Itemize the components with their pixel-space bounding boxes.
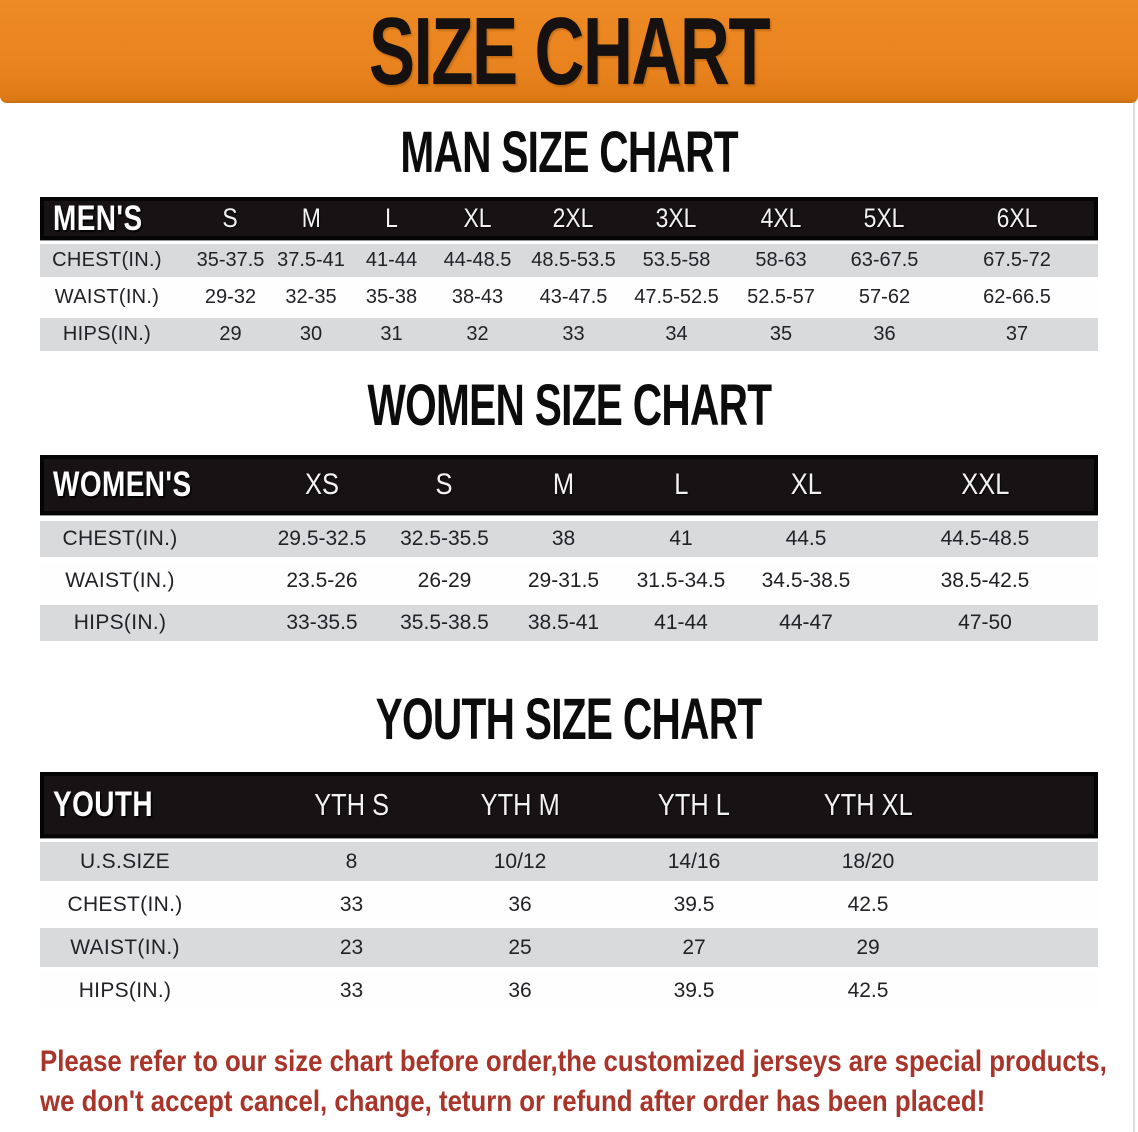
- value-cell: [384, 605, 505, 641]
- value-cell-text: 42.5: [847, 978, 889, 1002]
- row-label-text: HIPS(IN.): [78, 978, 172, 1002]
- size-header-cell-text: XS: [304, 468, 340, 501]
- value-cell: [271, 244, 351, 277]
- youth-chart-title-text: YOUTH SIZE CHART: [376, 687, 762, 752]
- value-cell: [622, 605, 740, 641]
- size-chart-banner: [0, 0, 1138, 103]
- value-cell: [607, 928, 781, 967]
- value-cell: [433, 971, 607, 1010]
- table-row: [40, 928, 1098, 967]
- value-cell: [271, 318, 351, 351]
- women-chart-title-text: WOMEN SIZE CHART: [367, 373, 771, 438]
- value-cell-text: 25: [508, 935, 532, 959]
- value-cell: [270, 971, 433, 1010]
- size-header-cell: [433, 772, 607, 838]
- value-cell: [740, 521, 872, 557]
- table-header-row: [40, 772, 1098, 838]
- table-row: [40, 605, 1098, 641]
- size-header-cell: [624, 197, 729, 240]
- row-label-text: WAIST(IN.): [65, 569, 175, 592]
- value-cell-text: 33-35.5: [286, 611, 358, 634]
- value-cell-text: 44-48.5: [443, 249, 512, 271]
- table-row: [40, 885, 1098, 924]
- value-cell-text: 38.5-41: [527, 611, 600, 634]
- size-header-cell-text: 6XL: [996, 203, 1038, 233]
- disclaimer-line-1: Please refer to our size chart before order,the customized jerseys are special products,: [40, 1045, 1107, 1078]
- value-cell-text: 26-29: [417, 569, 472, 592]
- size-header-cell: [622, 455, 740, 515]
- size-header-cell: [271, 197, 351, 240]
- value-cell: [872, 563, 1098, 599]
- value-cell: [190, 244, 271, 277]
- value-cell: [384, 563, 505, 599]
- size-header-cell-text: 4XL: [760, 203, 802, 233]
- row-label: [40, 521, 260, 557]
- size-header-cell-text: S: [435, 468, 453, 501]
- value-cell: [523, 244, 624, 277]
- value-cell-text: 52.5-57: [747, 286, 815, 308]
- row-label: [40, 885, 270, 924]
- value-cell: [781, 885, 955, 924]
- value-cell: [781, 928, 955, 967]
- table-corner-label: [40, 772, 270, 838]
- value-cell-text: 35.5-38.5: [400, 611, 489, 634]
- value-cell-text: 41-44: [654, 611, 708, 634]
- value-cell: [624, 281, 729, 314]
- men-size-table: [40, 197, 1098, 351]
- table-corner-label: [40, 455, 260, 515]
- size-header-cell: [190, 197, 271, 240]
- table-row: [40, 971, 1098, 1010]
- size-header-cell-text: YTH M: [480, 787, 560, 822]
- value-cell-text: 14/16: [667, 849, 721, 873]
- row-label: [40, 244, 190, 277]
- value-cell: [781, 842, 955, 881]
- value-cell: [872, 605, 1098, 641]
- value-cell-text: 29-32: [204, 286, 257, 308]
- value-cell: [936, 318, 1098, 351]
- row-label-text: CHEST(IN.): [62, 527, 178, 550]
- value-cell: [729, 318, 833, 351]
- value-cell: [607, 842, 781, 881]
- table-row: [40, 318, 1098, 351]
- value-cell: [607, 971, 781, 1010]
- value-cell-text: 44-47: [779, 611, 833, 634]
- value-cell-text: 35-38: [365, 286, 418, 308]
- value-cell-text: 23.5-26: [286, 569, 358, 592]
- value-cell-text: 58-63: [755, 249, 807, 271]
- value-cell-text: 32.5-35.5: [400, 527, 489, 550]
- value-cell: [936, 244, 1098, 277]
- value-cell: [260, 521, 384, 557]
- size-header-cell: [729, 197, 833, 240]
- value-cell: [523, 318, 624, 351]
- row-label: [40, 928, 270, 967]
- value-cell: [260, 605, 384, 641]
- banner-title: SIZE CHART: [368, 0, 770, 105]
- value-cell: [624, 244, 729, 277]
- table-row: [40, 842, 1098, 881]
- value-cell: [433, 885, 607, 924]
- value-cell: [781, 971, 955, 1010]
- value-cell-text: 31: [380, 323, 403, 345]
- value-cell-text: 39.5: [673, 978, 715, 1002]
- value-cell: [271, 281, 351, 314]
- table-corner-label-text: WOMEN'S: [53, 465, 192, 504]
- value-cell-text: 67.5-72: [983, 249, 1051, 271]
- table-row: [40, 563, 1098, 599]
- size-header-cell: [872, 455, 1098, 515]
- value-cell: [384, 521, 505, 557]
- value-cell-text: 34: [665, 323, 688, 345]
- value-cell-text: 37: [1005, 323, 1029, 345]
- value-cell-text: 47-50: [958, 611, 1012, 634]
- row-label: [40, 318, 190, 351]
- value-cell: [433, 842, 607, 881]
- size-header-cell: [607, 772, 781, 838]
- value-cell-text: 47.5-52.5: [634, 286, 719, 308]
- row-label-text: HIPS(IN.): [62, 323, 152, 345]
- value-cell-text: 38.5-42.5: [940, 569, 1030, 592]
- row-label: [40, 605, 260, 641]
- youth-size-table: [40, 772, 1098, 1010]
- value-cell-text: 48.5-53.5: [531, 249, 616, 271]
- value-cell: [190, 318, 271, 351]
- size-header-cell-text: XXL: [960, 468, 1010, 501]
- value-cell-text: 23: [339, 935, 364, 959]
- value-cell: [833, 244, 936, 277]
- women-chart-title: [0, 373, 1138, 438]
- value-cell: [740, 563, 872, 599]
- value-cell-text: 63-67.5: [850, 249, 919, 271]
- value-cell: [505, 605, 622, 641]
- size-header-cell-text: 3XL: [656, 203, 697, 233]
- size-header-cell: [936, 197, 1098, 240]
- value-cell-text: 27: [682, 935, 706, 959]
- size-header-cell-text: XL: [790, 468, 822, 501]
- men-chart-title-text: MAN SIZE CHART: [400, 120, 738, 185]
- value-cell-text: 36: [508, 978, 532, 1002]
- table-row: [40, 244, 1098, 277]
- value-cell-text: 35: [769, 323, 793, 345]
- value-cell-text: 32-35: [285, 286, 337, 308]
- value-cell-text: 33: [562, 323, 585, 345]
- disclaimer-line-2: we don't accept cancel, change, teturn or refund after order has been placed!: [40, 1085, 986, 1118]
- value-cell-text: 31.5-34.5: [636, 569, 726, 592]
- value-cell-text: 38: [551, 527, 576, 550]
- value-cell: [622, 521, 740, 557]
- row-label-text: HIPS(IN.): [73, 611, 167, 634]
- value-cell-text: 29: [856, 935, 880, 959]
- size-header-cell: [505, 455, 622, 515]
- size-header-cell-text: 5XL: [864, 203, 905, 233]
- row-label-text: CHEST(IN.): [67, 892, 183, 916]
- value-cell-text: 53.5-58: [642, 249, 711, 271]
- value-cell-text: 39.5: [673, 892, 715, 916]
- table-header-row: [40, 197, 1098, 240]
- size-header-cell: [833, 197, 936, 240]
- row-label: [40, 971, 270, 1010]
- value-cell-text: 37.5-41: [277, 249, 345, 271]
- size-header-cell-text: L: [673, 468, 689, 501]
- value-cell-text: 32: [466, 323, 489, 345]
- row-label: [40, 281, 190, 314]
- value-cell: [624, 318, 729, 351]
- size-header-cell-text: XL: [463, 203, 492, 233]
- value-cell: [260, 563, 384, 599]
- value-cell-text: 29: [219, 323, 242, 345]
- value-cell: [936, 281, 1098, 314]
- value-cell-text: 36: [873, 323, 896, 345]
- table-row: [40, 521, 1098, 557]
- value-cell-text: 41-44: [365, 249, 418, 271]
- value-cell: [729, 281, 833, 314]
- size-header-cell: [270, 772, 433, 838]
- row-label-text: CHEST(IN.): [52, 249, 162, 271]
- size-header-cell: [523, 197, 624, 240]
- value-cell: [607, 885, 781, 924]
- value-cell: [505, 563, 622, 599]
- value-cell: [270, 842, 433, 881]
- value-cell-text: 62-66.5: [983, 286, 1051, 308]
- disclaimer-note: [40, 1042, 1138, 1122]
- value-cell-text: 29.5-32.5: [277, 527, 367, 550]
- value-cell-text: 30: [299, 323, 323, 345]
- row-label: [40, 563, 260, 599]
- row-label-text: WAIST(IN.): [54, 286, 160, 308]
- value-cell-text: 43-47.5: [539, 286, 608, 308]
- right-edge-divider: [1133, 0, 1135, 1132]
- size-header-cell-text: YTH XL: [823, 787, 913, 822]
- value-cell-text: 57-62: [858, 286, 911, 308]
- value-cell: [622, 563, 740, 599]
- value-cell-text: 18/20: [841, 849, 895, 873]
- size-header-cell-text: YTH L: [657, 787, 731, 822]
- size-header-cell-text: L: [385, 203, 398, 233]
- table-corner-label: [40, 197, 190, 240]
- value-cell: [740, 605, 872, 641]
- size-header-cell-text: M: [301, 203, 321, 233]
- men-chart-title: [0, 120, 1138, 185]
- value-cell-text: 42.5: [847, 892, 889, 916]
- value-cell-text: 44.5: [785, 527, 827, 550]
- value-cell: [833, 318, 936, 351]
- value-cell-text: 10/12: [493, 849, 547, 873]
- size-header-cell: [781, 772, 955, 838]
- size-header-cell: [260, 455, 384, 515]
- row-label-text: U.S.SIZE: [80, 849, 170, 873]
- table-row: [40, 281, 1098, 314]
- women-size-table: [40, 455, 1098, 641]
- value-cell: [351, 318, 432, 351]
- row-label-text: WAIST(IN.): [70, 935, 180, 959]
- value-cell-text: 35-37.5: [196, 249, 265, 271]
- size-header-cell-text: 2XL: [553, 203, 594, 233]
- value-cell: [833, 281, 936, 314]
- value-cell-text: 38-43: [451, 286, 504, 308]
- value-cell: [351, 281, 432, 314]
- value-cell: [523, 281, 624, 314]
- value-cell: [505, 521, 622, 557]
- size-header-cell-text: S: [222, 203, 239, 233]
- value-cell: [432, 318, 523, 351]
- size-header-cell-text: M: [552, 468, 575, 501]
- value-cell-text: 34.5-38.5: [761, 569, 851, 592]
- value-cell: [190, 281, 271, 314]
- value-cell-text: 44.5-48.5: [940, 527, 1030, 550]
- value-cell: [433, 928, 607, 967]
- table-corner-label-text: YOUTH: [53, 785, 153, 824]
- value-cell: [270, 928, 433, 967]
- value-cell: [872, 521, 1098, 557]
- youth-chart-title: [0, 687, 1138, 752]
- size-header-cell-text: YTH S: [314, 787, 389, 822]
- value-cell-text: 36: [508, 892, 532, 916]
- size-header-cell: [384, 455, 505, 515]
- value-cell: [270, 885, 433, 924]
- table-corner-label-text: MEN'S: [53, 198, 143, 238]
- value-cell: [432, 244, 523, 277]
- value-cell: [729, 244, 833, 277]
- value-cell-text: 33: [339, 892, 364, 916]
- row-label: [40, 842, 270, 881]
- value-cell-text: 41: [669, 527, 693, 550]
- value-cell: [351, 244, 432, 277]
- size-header-cell: [432, 197, 523, 240]
- table-header-row: [40, 455, 1098, 515]
- value-cell: [432, 281, 523, 314]
- size-header-cell: [351, 197, 432, 240]
- size-header-cell: [740, 455, 872, 515]
- value-cell-text: 8: [345, 849, 358, 873]
- value-cell-text: 29-31.5: [527, 569, 600, 592]
- value-cell-text: 33: [339, 978, 364, 1002]
